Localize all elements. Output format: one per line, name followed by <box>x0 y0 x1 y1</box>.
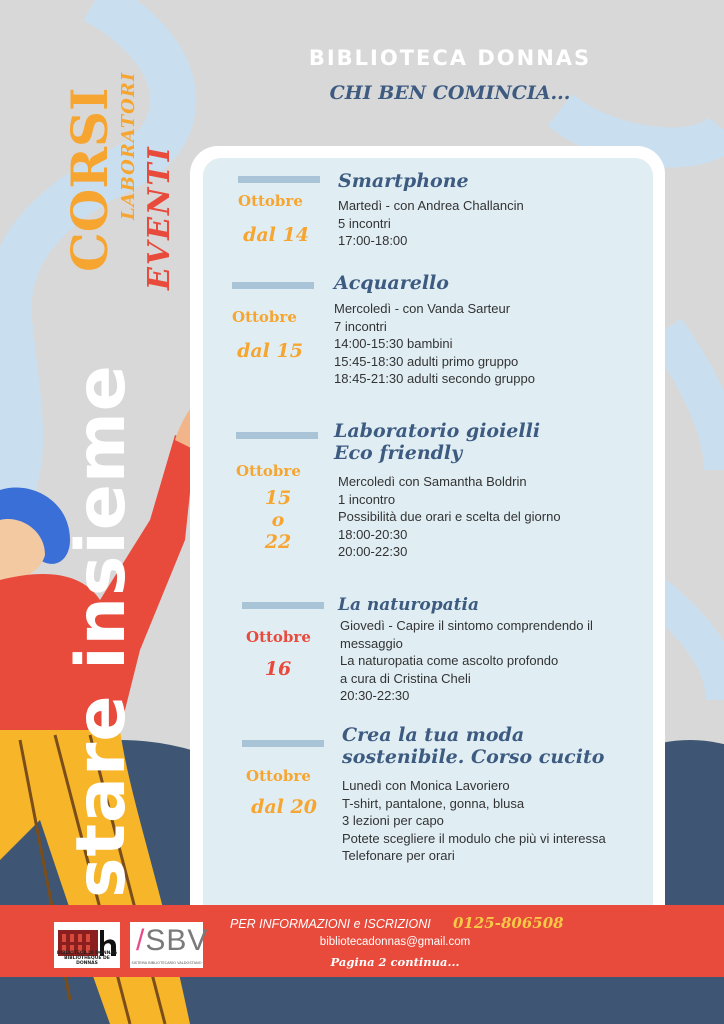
footer-next-page: Pagina 2 continua... <box>330 955 460 969</box>
event-month: Ottobre <box>238 192 303 210</box>
vertical-corsi: CORSI <box>60 87 119 272</box>
event-month: Ottobre <box>246 767 311 785</box>
event-month: Ottobre <box>236 462 301 480</box>
event-day: dal 15 <box>237 340 303 362</box>
event-day: dal 14 <box>243 224 309 246</box>
footer-phone[interactable]: 0125-806508 <box>453 914 564 932</box>
event-day: dal 20 <box>251 796 317 818</box>
event-details: Mercoledì con Samantha Boldrin 1 incontro Possibilità due orari e scelta del giorno 18:00-20:30 20:00-22:30 <box>338 474 561 559</box>
event-month: Ottobre <box>246 628 311 646</box>
sbv-logo: /SBV SISTEMA BIBLIOTECARIO VALDOSTANO <box>130 922 203 968</box>
event-title: Acquarello <box>334 272 449 294</box>
ribbon-right <box>665 330 724 470</box>
event-divider <box>236 432 318 439</box>
footer-info: PER INFORMAZIONI e ISCRIZIONI <box>230 917 431 931</box>
event-details: Lunedì con Monica Lavoriero T-shirt, pantalone, gonna, blusa 3 lezioni per capo Potete scegliere il modulo che più vi interessa Telefonare per orari <box>342 778 606 863</box>
event-day: 16 <box>264 658 292 680</box>
footer-email[interactable]: bibliotecadonnas@gmail.com <box>319 936 471 948</box>
event-title: La naturopatia <box>338 595 479 615</box>
event-month: Ottobre <box>232 308 297 326</box>
event-details: Giovedì - Capire il sintomo comprendendo il messaggio La naturopatia come ascolto profondo a cura di Cristina Cheli 20:30-22:30 <box>340 618 593 703</box>
event-title: Smartphone <box>338 170 469 192</box>
event-day: 15 o 22 <box>264 487 292 553</box>
event-divider <box>238 176 320 183</box>
event-title: Laboratorio gioielli Eco friendly <box>334 420 541 464</box>
page-title: BIBLIOTECA DONNAS <box>308 46 592 70</box>
vertical-laboratori: LABORATORI <box>118 71 139 220</box>
event-divider <box>232 282 314 289</box>
vertical-stare-insieme: stare insieme <box>62 364 141 898</box>
event-divider <box>242 602 324 609</box>
vertical-eventi: EVENTI <box>142 145 177 290</box>
event-details: Mercoledì - con Vanda Sarteur 7 incontri 14:00-15:30 bambini 15:45-18:30 adulti primo gruppo 18:45-21:30 adulti secondo gruppo <box>334 301 535 386</box>
ribbon-top-right <box>560 110 724 147</box>
event-title: Crea la tua moda sostenibile. Corso cucito <box>342 724 605 768</box>
event-divider <box>242 740 324 747</box>
biblioteca-donnas-logo: BIBLIOTECA DI DONNAS BIBLIOTHEQUE DE DONNAS <box>54 922 120 968</box>
event-details: Martedì - con Andrea Challancin 5 incontri 17:00-18:00 <box>338 198 524 248</box>
page-subtitle: CHI BEN COMINCIA... <box>329 82 571 104</box>
